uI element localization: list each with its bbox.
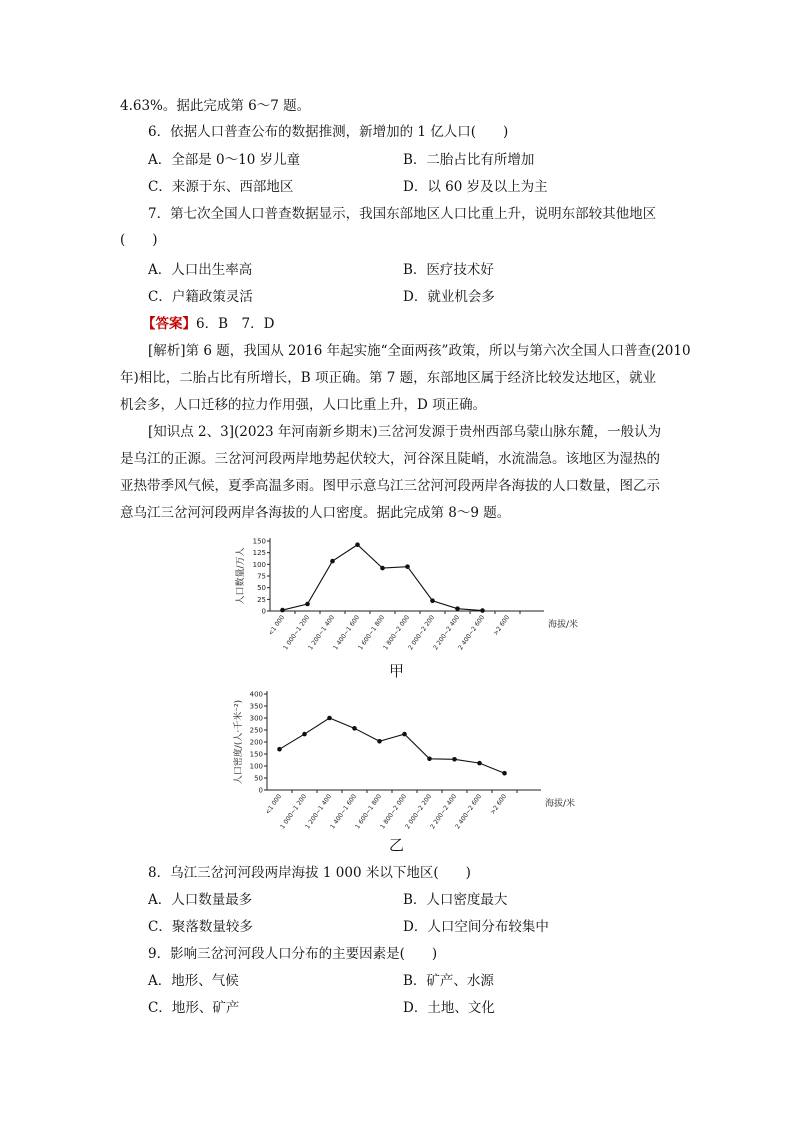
chart-a-y-tick-label: 75 xyxy=(257,572,266,581)
population-count-chart xyxy=(230,532,580,664)
chart-b-x-tick-label: 2 200~2 400 xyxy=(429,793,459,831)
chart-b-x-tick-label: 2 000~2 200 xyxy=(404,793,434,831)
question-8-option-c: C．聚落数量较多 xyxy=(148,919,253,935)
chart-b-y-axis-label: 人口密度/(人·千米⁻²) xyxy=(234,699,244,785)
chart-a-x-tick-label: 2 200~2 400 xyxy=(432,614,462,652)
chart-a-x-tick-label: 1 000~1 200 xyxy=(282,614,312,652)
chart-b-data-point xyxy=(302,732,307,737)
chart-b-data-point xyxy=(452,757,457,762)
material-line-2: 是乌江的正源。三岔河河段两岸地势起伏较大，河谷深且陡峭，水流湍急。该地区为湿热的 xyxy=(120,451,660,467)
question-9-option-d: D．土地、文化 xyxy=(403,1000,495,1016)
chart-b-x-tick-label: >2 600 xyxy=(489,793,509,816)
chart-b-data-point xyxy=(502,771,507,776)
chart-a-y-tick-label: 0 xyxy=(261,607,266,616)
chart-a-data-point xyxy=(430,598,435,603)
chart-a-x-axis-label: 海拔/米 xyxy=(548,620,579,630)
chart-a-y-tick-label: 100 xyxy=(252,560,266,569)
chart-b-y-tick-label: 50 xyxy=(254,774,263,783)
question-9-option-a: A．地形、气候 xyxy=(148,973,239,989)
population-density-chart xyxy=(230,683,580,835)
chart-b-data-point xyxy=(277,747,282,752)
chart-b-data-point xyxy=(377,739,382,744)
chart-b-y-tick-label: 150 xyxy=(249,750,263,759)
chart-a-series-line xyxy=(283,545,483,611)
question-8-option-d: D．人口空间分布较集中 xyxy=(403,919,549,935)
question-7-option-c: C．户籍政策灵活 xyxy=(148,289,253,305)
chart-a-x-tick-label: <1 000 xyxy=(267,614,287,637)
chart-a-x-tick-label: 1 800~2 000 xyxy=(382,614,412,652)
chart-b-y-tick-label: 200 xyxy=(249,738,263,747)
question-9-stem: 9．影响三岔河河段人口分布的主要因素是( ) xyxy=(148,946,438,962)
question-8-option-b: B．人口密度最大 xyxy=(403,892,508,908)
chart-b-data-point xyxy=(402,732,407,737)
question-7-option-b: B．医疗技术好 xyxy=(403,262,494,278)
chart-a-x-tick-label: 1 200~1 400 xyxy=(307,614,337,652)
chart-b-series-line xyxy=(280,718,505,773)
question-7-stem: 7．第七次全国人口普查数据显示，我国东部地区人口比重上升，说明东部较其他地区 xyxy=(148,206,657,222)
chart-b-y-tick-label: 300 xyxy=(249,714,263,723)
chart-b-x-tick-label: 1 400~1 600 xyxy=(329,793,359,831)
answer-tag: 【答案】 xyxy=(142,316,196,332)
chart-b-data-point xyxy=(477,761,482,766)
chart-a-data-point xyxy=(455,606,460,611)
analysis-line-3: 机会多，人口迁移的拉力作用强，人口比重上升，D 项正确。 xyxy=(120,397,487,413)
question-6-option-a: A．全部是 0～10 岁儿童 xyxy=(148,152,301,168)
chart-a-y-axis-label: 人口数量/万人 xyxy=(236,547,246,605)
chart-a-y-tick-label: 50 xyxy=(257,584,266,593)
chart-a-data-point xyxy=(305,602,310,607)
chart-a-x-tick-label: 2 000~2 200 xyxy=(407,614,437,652)
chart-b-y-tick-label: 100 xyxy=(249,762,263,771)
question-9-option-b: B．矿产、水源 xyxy=(403,973,494,989)
answer-line xyxy=(142,314,274,334)
chart-b-x-tick-label: 1 800~2 000 xyxy=(379,793,409,831)
material-line-3: 亚热带季风气候，夏季高温多雨。图甲示意乌江三岔河河段两岸各海拔的人口数量，图乙示 xyxy=(120,478,660,494)
chart-b-caption: 乙 xyxy=(389,836,405,854)
question-6-option-d: D．以 60 岁及以上为主 xyxy=(403,179,548,195)
chart-b-y-tick-label: 0 xyxy=(258,786,263,795)
chart-b-x-axis-label: 海拔/米 xyxy=(545,799,576,809)
chart-a-caption: 甲 xyxy=(389,662,405,680)
material-line-1: [知识点 2、3](2023 年河南新乡期末)三岔河发源于贵州西部乌蒙山脉东麓，一般认为 xyxy=(148,424,662,440)
chart-a-y-tick-label: 125 xyxy=(252,549,266,558)
question-7-option-a: A．人口出生率高 xyxy=(148,262,253,278)
chart-a-x-tick-label: 1 600~1 800 xyxy=(357,614,387,652)
question-6-stem: 6．依据人口普查公布的数据推测，新增加的 1 亿人口( ) xyxy=(148,124,509,140)
chart-b-y-tick-label: 250 xyxy=(249,726,263,735)
analysis-line-2: 年)相比，二胎占比有所增长，B 项正确。第 7 题，东部地区属于经济比较发达地区，就业 xyxy=(120,370,657,386)
analysis-line-1: [解析]第 6 题，我国从 2016 年起实施“全面两孩”政策，所以与第六次全国人口普查(2010 xyxy=(148,343,691,359)
chart-a-data-point xyxy=(480,608,485,613)
chart-a-y-tick-label: 150 xyxy=(252,537,266,546)
intro-text: 4.63%。据此完成第 6～7 题。 xyxy=(120,98,311,114)
chart-a-data-point xyxy=(330,559,335,564)
chart-a-data-point xyxy=(280,608,285,613)
chart-a-y-tick-label: 25 xyxy=(257,595,266,604)
chart-b-x-tick-label: 1 600~1 800 xyxy=(354,793,384,831)
chart-b-x-tick-label: 1 200~1 400 xyxy=(304,793,334,831)
chart-a-x-tick-label: >2 600 xyxy=(492,614,512,637)
answer-text: 6．B 7．D xyxy=(196,316,275,332)
question-8-stem: 8．乌江三岔河河段两岸海拔 1 000 米以下地区( ) xyxy=(148,865,471,881)
chart-b-y-tick-label: 400 xyxy=(249,690,263,699)
chart-a-data-point xyxy=(355,542,360,547)
chart-b-x-tick-label: <1 000 xyxy=(264,793,284,816)
chart-a-data-point xyxy=(405,564,410,569)
question-7-option-d: D．就业机会多 xyxy=(403,289,495,305)
chart-b-data-point xyxy=(427,757,432,762)
chart-b-data-point xyxy=(352,726,357,731)
chart-a-x-tick-label: 2 400~2 600 xyxy=(457,614,487,652)
chart-b-x-tick-label: 1 000~1 200 xyxy=(279,793,309,831)
chart-a-data-point xyxy=(380,566,385,571)
chart-b-y-tick-label: 350 xyxy=(249,702,263,711)
material-line-4: 意乌江三岔河河段两岸各海拔的人口密度。据此完成第 8～9 题。 xyxy=(120,505,511,521)
question-8-option-a: A．人口数量最多 xyxy=(148,892,253,908)
chart-a-x-tick-label: 1 400~1 600 xyxy=(332,614,362,652)
question-6-option-b: B．二胎占比有所增加 xyxy=(403,152,535,168)
chart-b-x-tick-label: 2 400~2 600 xyxy=(454,793,484,831)
question-6-option-c: C．来源于东、西部地区 xyxy=(148,179,294,195)
question-9-option-c: C．地形、矿产 xyxy=(148,1000,240,1016)
chart-b-data-point xyxy=(327,716,332,721)
question-7-stem-tail: ( ) xyxy=(120,232,158,248)
